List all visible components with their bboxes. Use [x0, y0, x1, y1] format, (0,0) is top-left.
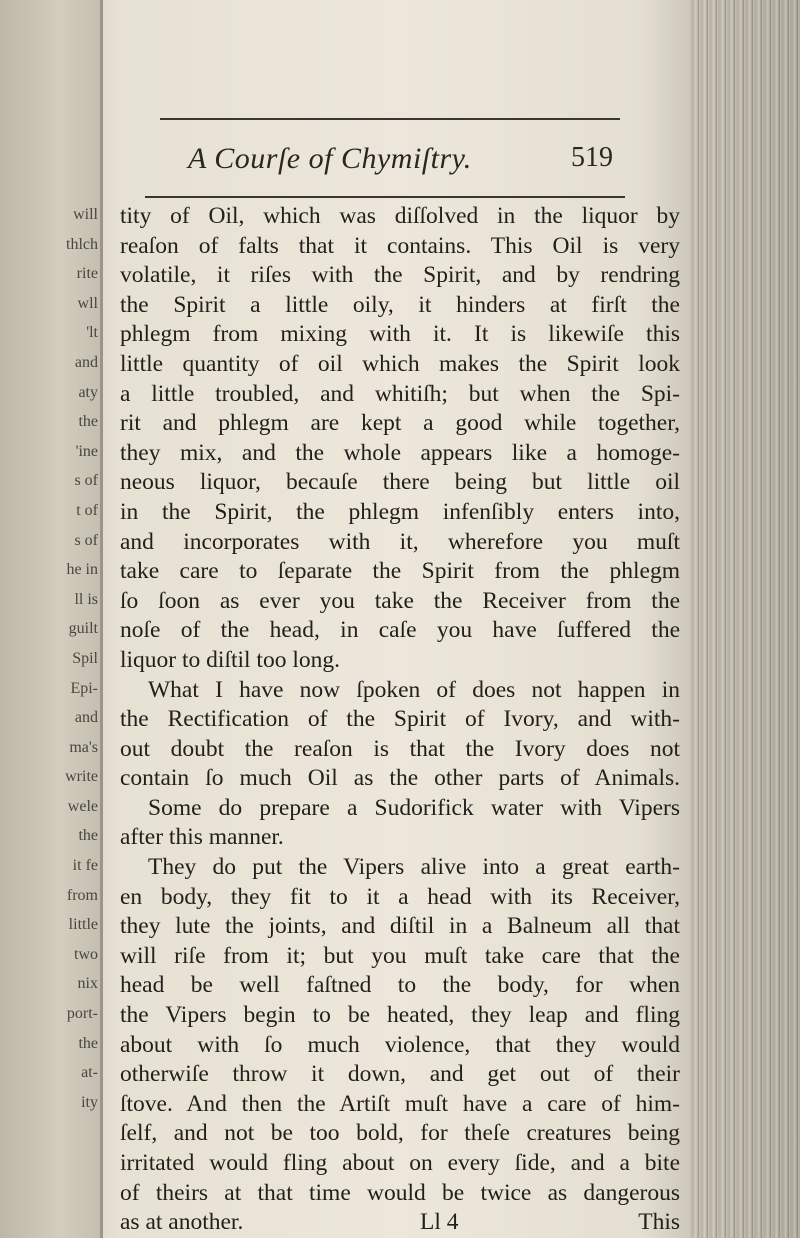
text-line: ſtove. And then the Artiſt muſt have a care of him- [120, 1090, 680, 1117]
margin-fragment: little [68, 916, 98, 934]
margin-fragment: the [78, 827, 98, 845]
text-line: otherwiſe throw it down, and get out of their [120, 1061, 680, 1088]
margin-fragment: port- [66, 1005, 98, 1023]
catchword: This [638, 1209, 680, 1236]
text-line: after this manner. [120, 824, 284, 851]
page-header [168, 142, 613, 186]
margin-fragment: guilt [68, 620, 98, 638]
margin-fragment: and [74, 709, 98, 727]
margin-fragment: s of [74, 472, 98, 490]
body-text [120, 202, 680, 1238]
text-line: a little troubled, and whitiſh; but when the Spi- [120, 380, 680, 407]
text-line: as at another. Ll 4 This [120, 1208, 680, 1238]
margin-fragment: ity [81, 1093, 98, 1111]
margin-fragment: Spil [72, 649, 98, 667]
text-line: Some do prepare a Sudorifick water with Vipers [148, 794, 680, 821]
text-line: What I have now ſpoken of does not happen in [148, 676, 680, 703]
page-number: 519 [571, 142, 613, 173]
text-line: ſelf, and not be too bold, for theſe creatures being [120, 1120, 680, 1147]
text-line: They do put the Vipers alive into a great earth- [148, 854, 680, 881]
running-title: A Courſe of Chymiſtry. [188, 142, 472, 175]
text-line: and incorporates with it, wherefore you muſt [120, 528, 680, 555]
margin-fragment: rite [76, 265, 98, 283]
margin-fragment: t of [76, 501, 98, 519]
text-line: phlegm from mixing with it. It is likewiſe this [120, 321, 680, 348]
text-line: about with ſo much violence, that they would [120, 1031, 680, 1058]
text-line: ſo ſoon as ever you take the Receiver from the [120, 587, 680, 614]
margin-fragment: from [66, 886, 98, 904]
text-line: they mix, and the whole appears like a homoge- [120, 439, 680, 466]
text-line: noſe of the head, in caſe you have ſuffered the [120, 617, 680, 644]
margin-fragment: 'lt [86, 324, 98, 342]
margin-fragment: nix [77, 975, 98, 993]
text-line: contain ſo much Oil as the other parts of Animals. [120, 765, 680, 792]
text-line: volatile, it riſes with the Spirit, and by rendring [120, 262, 680, 289]
text-line: irritated would fling about on every ſide, and a bite [120, 1150, 680, 1176]
text-line: the Rectification of the Spirit of Ivory, and with- [120, 706, 680, 733]
text-line: out doubt the reaſon is that the Ivory does not [120, 735, 680, 762]
margin-fragment: ma's [69, 738, 98, 756]
margin-fragment: and [74, 353, 98, 371]
header-rule-bottom [145, 196, 625, 198]
header-rule-top [160, 118, 620, 120]
text-line: reaſon of falts that it contains. This Oil is very [120, 232, 680, 259]
margin-fragment: write [65, 768, 98, 786]
margin-fragment: thlch [66, 235, 98, 253]
signature-mark: Ll 4 [420, 1209, 459, 1236]
text-line: take care to ſeparate the Spirit from the phlegm [120, 558, 680, 585]
facing-page-text-fragments [52, 200, 98, 1117]
text-line: en body, they fit to it a head with its Receiver, [120, 883, 680, 910]
margin-fragment: s of [74, 531, 98, 549]
text-line: neous liquor, becauſe there being but little oil [120, 469, 680, 496]
margin-fragment: the [78, 413, 98, 431]
text-line: the Vipers begin to be heated, they leap and fling [120, 1002, 680, 1029]
text-line: they lute the joints, and diſtil in a Balneum all that [120, 913, 680, 940]
margin-fragment: 'ine [75, 442, 98, 460]
text-line: little quantity of oil which makes the Spirit look [120, 350, 680, 377]
margin-fragment: aty [78, 383, 98, 401]
margin-fragment: will [73, 206, 98, 223]
book-edge [690, 0, 800, 1238]
text-line: rit and phlegm are kept a good while together, [120, 410, 680, 437]
margin-fragment: wll [77, 294, 98, 312]
margin-fragment: ll is [74, 590, 98, 608]
text-line: liquor to diſtil too long. [120, 646, 340, 673]
text-line: of theirs at that time would be twice as dangerous [120, 1179, 680, 1206]
margin-fragment: Epi- [70, 679, 98, 697]
margin-fragment: it fe [72, 857, 98, 875]
margin-fragment: the [78, 1034, 98, 1052]
text-line: tity of Oil, which was diſſolved in the liquor by [120, 203, 680, 229]
text-line: will riſe from it; but you muſt take care that the [120, 942, 680, 969]
margin-fragment: wele [67, 797, 98, 815]
text-line: the Spirit a little oily, it hinders at firſt the [120, 291, 680, 318]
margin-fragment: at- [81, 1064, 98, 1082]
text-line: head be well faſtned to the body, for when [120, 972, 680, 999]
text-line: in the Spirit, the phlegm infenſibly enters into, [120, 498, 680, 525]
margin-fragment: he in [66, 561, 98, 579]
margin-fragment: two [74, 945, 98, 963]
